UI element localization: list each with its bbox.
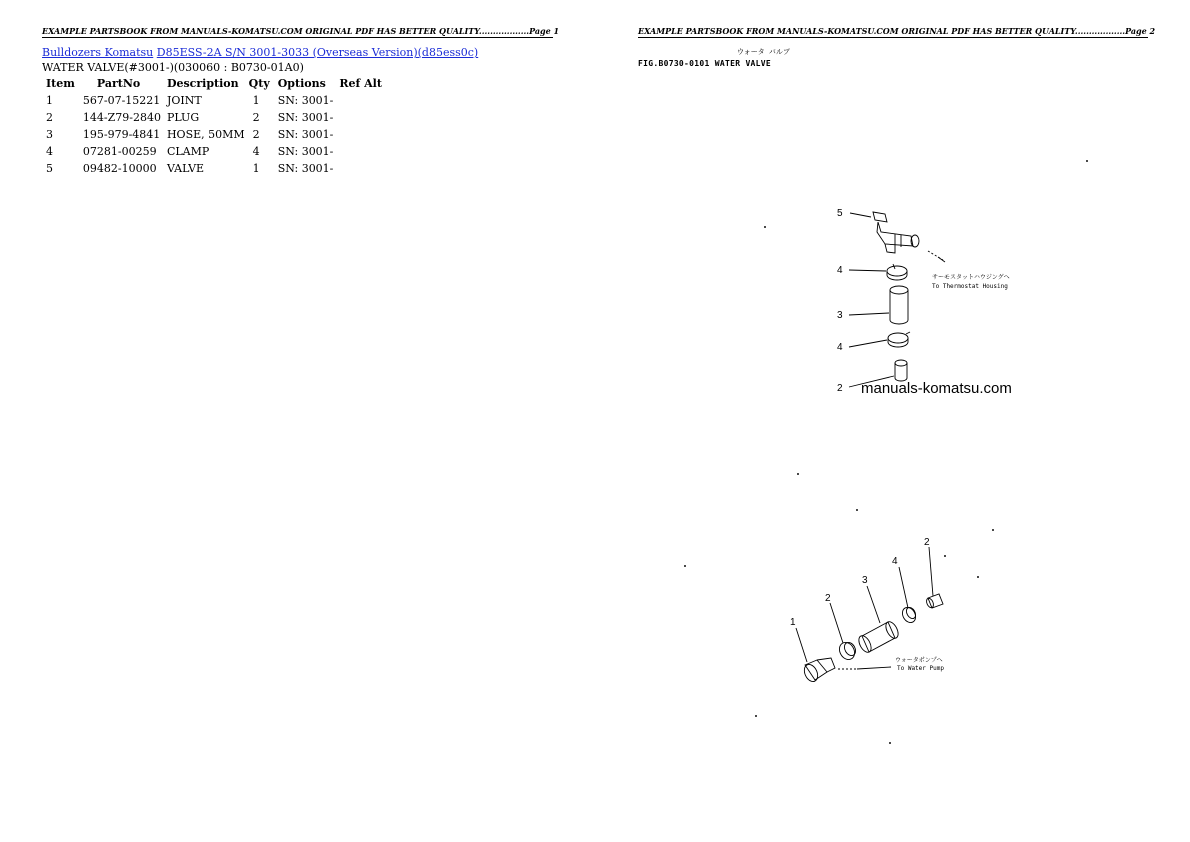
figure-caption: FIG.B0730-0101 WATER VALVE <box>638 59 772 68</box>
bottom-hose-drawing <box>856 620 900 655</box>
cell-item: 3 <box>46 128 53 141</box>
col-header-options: Options <box>277 77 326 90</box>
table-row <box>42 144 386 161</box>
col-header-qty: Qty <box>248 77 270 90</box>
cell-item: 2 <box>46 111 53 124</box>
hose-drawing <box>890 286 908 324</box>
callout-label: 4 <box>892 556 898 567</box>
cell-qty: 2 <box>252 111 260 124</box>
cell-item: 5 <box>46 162 53 175</box>
callout-label: 2 <box>837 383 843 394</box>
cell-partno: 567-07-15221 <box>82 94 161 107</box>
col-header-partno: PartNo <box>96 77 141 90</box>
cell-qty: 1 <box>252 162 260 175</box>
callout-label: 4 <box>837 265 843 276</box>
cell-ref-alt <box>335 93 386 110</box>
table-row <box>42 110 386 127</box>
cell-description: JOINT <box>166 94 202 107</box>
cell-options: SN: 3001- <box>277 128 334 141</box>
cell-item: 1 <box>46 94 53 107</box>
col-header-item: Item <box>46 77 75 90</box>
cell-description: CLAMP <box>166 145 210 158</box>
plug-drawing <box>895 360 907 381</box>
cell-options: SN: 3001- <box>277 145 334 158</box>
page-header: EXAMPLE PARTSBOOK FROM MANUALS-KOMATSU.COM ORIGINAL PDF HAS BETTER QUALITY..................Page 2 <box>638 26 1156 36</box>
figure-title-jp: ウォータ バルブ <box>737 48 790 56</box>
col-header-ref-alt: Ref Alt <box>339 77 382 90</box>
cell-options: SN: 3001- <box>277 162 334 175</box>
cell-description: VALVE <box>166 162 205 175</box>
table-row <box>42 93 386 110</box>
page-header: EXAMPLE PARTSBOOK FROM MANUALS-KOMATSU.COM ORIGINAL PDF HAS BETTER QUALITY..................Page 1 <box>42 26 560 36</box>
watermark: manuals-komatsu.com <box>861 380 1012 397</box>
breadcrumb-link-category[interactable]: Bulldozers Komatsu <box>42 46 154 59</box>
callout-label: 5 <box>837 208 843 219</box>
cell-partno: 09482-10000 <box>82 162 157 175</box>
cell-ref-alt <box>335 144 386 161</box>
col-header-description: Description <box>166 77 239 90</box>
callout-label: 3 <box>862 575 868 586</box>
callout-label: 3 <box>837 310 843 321</box>
cell-options: SN: 3001- <box>277 111 334 124</box>
cell-ref-alt <box>335 161 386 178</box>
cell-item: 4 <box>46 145 53 158</box>
cell-description: HOSE, 50MM <box>166 128 245 141</box>
cell-ref-alt <box>335 127 386 144</box>
callout-label: 4 <box>837 342 843 353</box>
table-row <box>42 127 386 144</box>
callout-label: 2 <box>825 593 831 604</box>
clamp-drawing-upper <box>887 264 907 280</box>
cell-qty: 2 <box>252 128 260 141</box>
cell-partno: 195-979-4841 <box>82 128 161 141</box>
valve-drawing <box>873 212 919 253</box>
bottom-note-en: To Water Pump <box>897 665 944 672</box>
cell-description: PLUG <box>166 111 200 124</box>
cell-partno: 07281-00259 <box>82 145 157 158</box>
bottom-note-jp: ウォータポンプへ <box>895 657 943 664</box>
clamp-drawing-lower <box>888 332 910 347</box>
cell-ref-alt <box>335 110 386 127</box>
page-2 <box>595 0 1190 842</box>
parts-table <box>42 76 386 178</box>
top-note-jp: サーモスタットハウジングへ <box>932 274 1010 281</box>
cell-qty: 1 <box>252 94 260 107</box>
bottom-clamp-drawing <box>836 640 857 663</box>
table-row <box>42 161 386 178</box>
breadcrumb <box>42 46 478 59</box>
callout-label: 1 <box>790 617 796 628</box>
parts-diagram <box>595 0 1190 842</box>
table-header-row <box>42 76 386 93</box>
breadcrumb-link-model[interactable]: D85ESS-2A S/N 3001-3033 (Overseas Version)(d85ess0c) <box>156 46 479 59</box>
bottom-clamp2-drawing <box>900 605 918 625</box>
callout-label: 2 <box>924 537 930 548</box>
cell-qty: 4 <box>252 145 260 158</box>
top-note-en: To Thermostat Housing <box>932 283 1008 290</box>
bottom-plug-drawing <box>925 594 943 609</box>
header-divider <box>42 37 553 38</box>
cell-options: SN: 3001- <box>277 94 334 107</box>
cell-partno: 144-Z79-2840 <box>82 111 161 124</box>
section-title: WATER VALVE(#3001-)(030060 : B0730-01A0) <box>42 61 304 74</box>
